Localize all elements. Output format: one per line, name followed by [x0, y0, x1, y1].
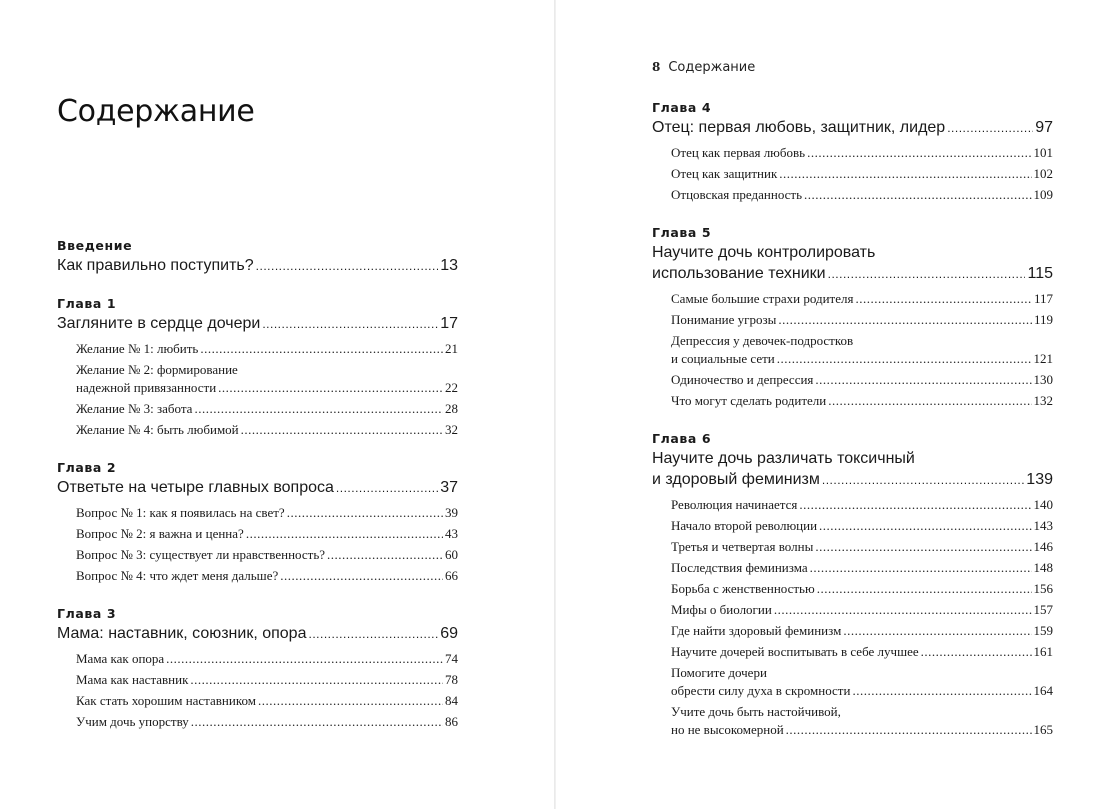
- toc-entry[interactable]: [76, 649, 458, 670]
- entry-line: [76, 525, 458, 543]
- leader-dots: [779, 165, 1031, 183]
- entry-line: [671, 165, 1053, 183]
- entry-text: Научите дочерей воспитывать в себе лучшее: [671, 644, 919, 659]
- leader-dots: [815, 371, 1031, 389]
- chapter-title[interactable]: [652, 448, 1053, 491]
- toc-entry[interactable]: [76, 545, 458, 566]
- entry-text: Желание № 3: забота: [76, 401, 193, 416]
- entry-text: надежной привязанности: [76, 380, 217, 395]
- entry-line: [671, 144, 1053, 162]
- leader-dots: [308, 623, 438, 645]
- chapter-title-text: Ответьте на четыре главных вопроса: [57, 479, 334, 496]
- leader-dots: [280, 567, 443, 585]
- toc-entry[interactable]: [76, 399, 458, 420]
- entry-line: [76, 361, 458, 379]
- toc-entry[interactable]: [671, 579, 1053, 600]
- left-page: [0, 0, 555, 809]
- toc-entry[interactable]: [76, 339, 458, 360]
- page-number: 8: [652, 60, 661, 74]
- leader-dots: [947, 117, 1033, 139]
- toc-entry[interactable]: [76, 670, 458, 691]
- chapter-label: Глава 3: [57, 606, 117, 621]
- entry-line: [671, 580, 1053, 598]
- entry-text: обрести силу духа в скромности: [671, 683, 851, 698]
- leader-dots: [256, 255, 439, 277]
- toc-entry[interactable]: [671, 558, 1053, 579]
- entry-line: [671, 392, 1053, 410]
- toc-section[interactable]: [57, 604, 458, 733]
- entry-text: Учите дочь быть настойчивой,: [671, 704, 841, 719]
- toc-entry[interactable]: [671, 642, 1053, 663]
- page-ref: 22: [445, 380, 458, 395]
- entry-text: Борьба с женственностью: [671, 581, 815, 596]
- leader-dots: [287, 504, 443, 522]
- leader-dots: [822, 469, 1024, 491]
- entry-text: но не высокомерной: [671, 722, 784, 737]
- entry-text: Депрессия у девочек-подростков: [671, 333, 854, 348]
- page-ref: 37: [440, 479, 458, 496]
- entry-line: [76, 504, 458, 522]
- entry-text: Желание № 1: любить: [76, 341, 199, 356]
- leader-dots: [817, 580, 1032, 598]
- leader-dots: [218, 379, 443, 397]
- toc-entry[interactable]: [671, 495, 1053, 516]
- page-ref: 28: [445, 401, 458, 416]
- entry-line: [671, 682, 1053, 700]
- chapter-title-line: [57, 477, 458, 499]
- page-ref: 140: [1033, 497, 1053, 512]
- subsection-list: [652, 143, 1053, 206]
- chapter-title-line: [57, 255, 458, 277]
- entry-text: и социальные сети: [671, 351, 775, 366]
- entry-line: [671, 371, 1053, 389]
- chapter-title-line: [652, 242, 1053, 263]
- toc-entry[interactable]: [671, 621, 1053, 642]
- entry-line: [76, 379, 458, 397]
- chapter-title-text: Загляните в сердце дочери: [57, 315, 261, 332]
- entry-line: [671, 703, 1053, 721]
- chapter-title-text: Научите дочь различать токсичный: [652, 450, 915, 467]
- page-ref: 32: [445, 422, 458, 437]
- leader-dots: [194, 400, 443, 418]
- toc-entry[interactable]: [76, 360, 458, 399]
- page-ref: 146: [1033, 539, 1053, 554]
- leader-dots: [774, 601, 1032, 619]
- chapter-title[interactable]: [57, 313, 458, 335]
- entry-line: [671, 186, 1053, 204]
- page-ref: 164: [1033, 683, 1053, 698]
- chapter-label: Введение: [57, 238, 133, 253]
- page-ref: 121: [1033, 351, 1053, 366]
- leader-dots: [327, 546, 443, 564]
- leader-dots: [807, 144, 1031, 162]
- entry-line: [76, 421, 458, 439]
- toc-entry[interactable]: [671, 164, 1053, 185]
- page-ref: 139: [1026, 471, 1053, 488]
- toc-entry[interactable]: [671, 331, 1053, 370]
- entry-line: [671, 332, 1053, 350]
- page-ref: 117: [1033, 291, 1053, 306]
- chapter-title-line: [652, 263, 1053, 285]
- page-ref: 143: [1033, 518, 1053, 533]
- toc-section[interactable]: [57, 236, 458, 277]
- entry-line: [76, 567, 458, 585]
- chapter-title[interactable]: [652, 117, 1053, 139]
- leader-dots: [258, 692, 443, 710]
- subsection-list: [652, 495, 1053, 741]
- toc-entry[interactable]: [671, 663, 1053, 702]
- leader-dots: [246, 525, 443, 543]
- page-ref: 13: [440, 257, 458, 274]
- page-ref: 115: [1027, 265, 1053, 282]
- right-page: [556, 0, 1111, 809]
- entry-text: Отец как защитник: [671, 166, 778, 181]
- leader-dots: [843, 622, 1031, 640]
- leader-dots: [241, 421, 443, 439]
- toc-entry[interactable]: [76, 503, 458, 524]
- toc-section[interactable]: [652, 98, 1053, 206]
- running-header: [652, 60, 755, 75]
- entry-line: [671, 496, 1053, 514]
- chapter-title-line: [57, 313, 458, 335]
- page-ref: 17: [440, 315, 458, 332]
- toc-entry[interactable]: [76, 566, 458, 587]
- subsection-list: [57, 649, 458, 733]
- entry-text: Вопрос № 2: я важна и ценна?: [76, 526, 244, 541]
- entry-line: [76, 400, 458, 418]
- page-ref: 74: [445, 651, 458, 666]
- page-ref: 159: [1033, 623, 1053, 638]
- chapter-title-text: использование техники: [652, 265, 826, 282]
- toc-list: [57, 236, 458, 750]
- page-ref: 148: [1033, 560, 1053, 575]
- page-ref: 101: [1033, 145, 1053, 160]
- entry-text: Понимание угрозы: [671, 312, 777, 327]
- toc-section[interactable]: [57, 294, 458, 441]
- leader-dots: [786, 721, 1032, 739]
- toc-section[interactable]: [652, 223, 1053, 412]
- leader-dots: [828, 263, 1026, 285]
- entry-line: [76, 692, 458, 710]
- page-ref: 161: [1033, 644, 1053, 659]
- entry-line: [671, 517, 1053, 535]
- entry-text: Самые большие страхи родителя: [671, 291, 854, 306]
- entry-line: [671, 622, 1053, 640]
- toc-section[interactable]: [652, 429, 1053, 741]
- toc-entry[interactable]: [671, 702, 1053, 741]
- leader-dots: [855, 290, 1031, 308]
- toc-entry[interactable]: [671, 289, 1053, 310]
- entry-line: [671, 721, 1053, 739]
- entry-text: Вопрос № 1: как я появилась на свет?: [76, 505, 285, 520]
- chapter-title-line: [57, 623, 458, 645]
- entry-text: Отцовская преданность: [671, 187, 803, 202]
- entry-text: Одиночество и депрессия: [671, 372, 814, 387]
- leader-dots: [810, 559, 1032, 577]
- entry-line: [76, 650, 458, 668]
- entry-text: Желание № 2: формирование: [76, 362, 238, 377]
- entry-text: Революция начинается: [671, 497, 798, 512]
- toc-entry[interactable]: [671, 185, 1053, 206]
- page-ref: 109: [1033, 187, 1053, 202]
- chapter-title[interactable]: [652, 242, 1053, 285]
- leader-dots: [799, 496, 1031, 514]
- leader-dots: [828, 392, 1031, 410]
- entry-text: Начало второй революции: [671, 518, 818, 533]
- chapter-title-line: [652, 448, 1053, 469]
- toc-list: [652, 98, 1053, 758]
- leader-dots: [336, 477, 438, 499]
- subsection-list: [57, 339, 458, 441]
- page-ref: 130: [1033, 372, 1053, 387]
- entry-line: [671, 601, 1053, 619]
- leader-dots: [819, 517, 1031, 535]
- chapter-title-text: Научите дочь контролировать: [652, 244, 876, 261]
- leader-dots: [804, 186, 1031, 204]
- leader-dots: [191, 713, 443, 731]
- toc-entry[interactable]: [76, 691, 458, 712]
- running-head-title: Содержание: [668, 60, 756, 75]
- entry-line: [671, 538, 1053, 556]
- page-ref: 78: [445, 672, 458, 687]
- entry-line: [76, 713, 458, 731]
- entry-text: Что могут сделать родители: [671, 393, 827, 408]
- toc-entry[interactable]: [671, 310, 1053, 331]
- chapter-title[interactable]: [57, 477, 458, 499]
- entry-text: Как стать хорошим наставником: [76, 693, 256, 708]
- page-ref: 86: [445, 714, 458, 729]
- entry-text: Отец как первая любовь: [671, 145, 806, 160]
- entry-line: [671, 643, 1053, 661]
- page-ref: 156: [1033, 581, 1053, 596]
- entry-text: Желание № 4: быть любимой: [76, 422, 239, 437]
- chapter-label: Глава 2: [57, 460, 117, 475]
- leader-dots: [262, 313, 438, 335]
- page-ref: 165: [1033, 722, 1053, 737]
- chapter-title[interactable]: [57, 623, 458, 645]
- entry-line: [671, 664, 1053, 682]
- leader-dots: [777, 350, 1032, 368]
- toc-entry[interactable]: [671, 537, 1053, 558]
- toc-entry[interactable]: [76, 712, 458, 733]
- leader-dots: [200, 340, 443, 358]
- entry-text: Где найти здоровый феминизм: [671, 623, 842, 638]
- page-ref: 43: [445, 526, 458, 541]
- entry-line: [671, 350, 1053, 368]
- toc-entry[interactable]: [671, 516, 1053, 537]
- chapter-title[interactable]: [57, 255, 458, 277]
- chapter-title-text: Как правильно поступить?: [57, 257, 254, 274]
- page-ref: 157: [1033, 602, 1053, 617]
- leader-dots: [778, 311, 1032, 329]
- chapter-title-line: [652, 469, 1053, 491]
- entry-line: [76, 340, 458, 358]
- toc-entry[interactable]: [671, 391, 1053, 412]
- page-ref: 119: [1033, 312, 1053, 327]
- chapter-label: Глава 4: [652, 100, 712, 115]
- entry-text: Вопрос № 4: что ждет меня дальше?: [76, 568, 279, 583]
- chapter-label: Глава 5: [652, 225, 712, 240]
- entry-line: [76, 546, 458, 564]
- toc-entry[interactable]: [671, 143, 1053, 164]
- toc-entry[interactable]: [76, 524, 458, 545]
- page-ref: 69: [440, 625, 458, 642]
- page-ref: 21: [445, 341, 458, 356]
- chapter-title-text: Отец: первая любовь, защитник, лидер: [652, 119, 946, 136]
- entry-text: Последствия феминизма: [671, 560, 808, 575]
- page-ref: 66: [445, 568, 458, 583]
- entry-text: Учим дочь упорству: [76, 714, 189, 729]
- page-ref: 39: [445, 505, 458, 520]
- leader-dots: [166, 650, 443, 668]
- page-ref: 84: [445, 693, 458, 708]
- entry-text: Мама как опора: [76, 651, 165, 666]
- toc-entry[interactable]: [76, 420, 458, 441]
- toc-entry[interactable]: [671, 370, 1053, 391]
- leader-dots: [852, 682, 1031, 700]
- entry-text: Мифы о биологии: [671, 602, 772, 617]
- page-ref: 102: [1033, 166, 1053, 181]
- entry-text: Мама как наставник: [76, 672, 189, 687]
- chapter-title-text: Мама: наставник, союзник, опора: [57, 625, 307, 642]
- page-title: Содержание: [57, 94, 255, 129]
- entry-text: Вопрос № 3: существует ли нравственность?: [76, 547, 326, 562]
- page-ref: 97: [1035, 119, 1053, 136]
- chapter-label: Глава 1: [57, 296, 117, 311]
- entry-text: Помогите дочери: [671, 665, 767, 680]
- chapter-title-line: [652, 117, 1053, 139]
- chapter-title-text: и здоровый феминизм: [652, 471, 820, 488]
- leader-dots: [190, 671, 443, 689]
- toc-entry[interactable]: [671, 600, 1053, 621]
- toc-section[interactable]: [57, 458, 458, 587]
- chapter-label: Глава 6: [652, 431, 712, 446]
- leader-dots: [815, 538, 1031, 556]
- subsection-list: [652, 289, 1053, 412]
- entry-line: [76, 671, 458, 689]
- subsection-list: [57, 503, 458, 587]
- leader-dots: [921, 643, 1032, 661]
- entry-line: [671, 290, 1053, 308]
- page-ref: 132: [1033, 393, 1053, 408]
- entry-line: [671, 559, 1053, 577]
- entry-line: [671, 311, 1053, 329]
- entry-text: Третья и четвертая волны: [671, 539, 814, 554]
- page-ref: 60: [445, 547, 458, 562]
